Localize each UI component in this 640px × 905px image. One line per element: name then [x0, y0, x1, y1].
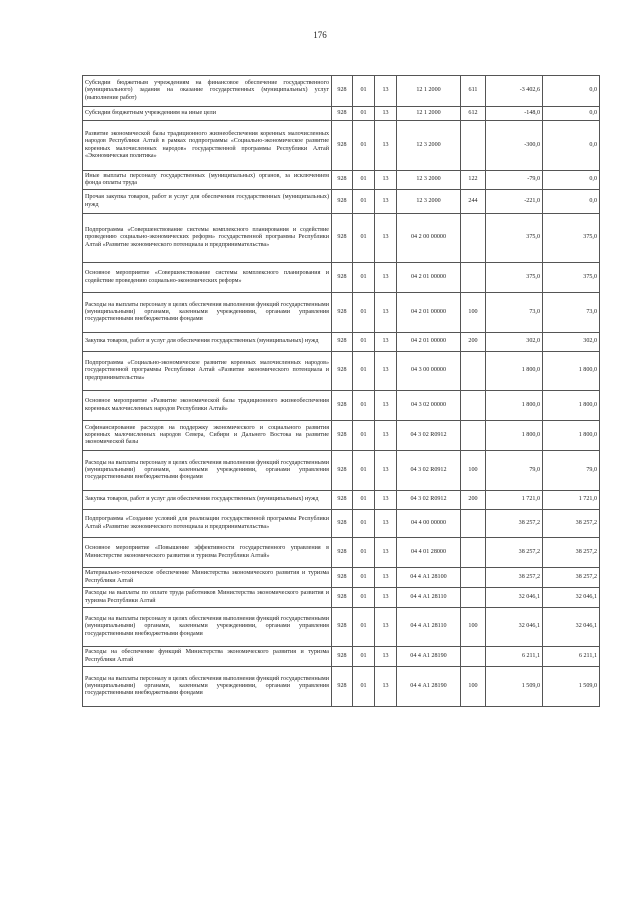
- amount-first: 1 800,0: [486, 352, 543, 391]
- admin-code: 928: [332, 510, 353, 538]
- subsection-code: 13: [375, 263, 397, 293]
- subsection-code: 13: [375, 588, 397, 608]
- row-name: Закупка товаров, работ и услуг для обеспечения государственных (муниципальных) нужд: [83, 333, 332, 352]
- amount-first: 1 721,0: [486, 491, 543, 510]
- admin-code: 928: [332, 421, 353, 451]
- admin-code: 928: [332, 190, 353, 214]
- table-row: [83, 647, 600, 667]
- budget-table-body: [83, 76, 600, 707]
- section-code: 01: [353, 491, 375, 510]
- amount-first: -300,0: [486, 121, 543, 171]
- section-code: 01: [353, 510, 375, 538]
- expense-type-code: [461, 263, 486, 293]
- target-article-code: 04 3 02 R0912: [397, 421, 461, 451]
- row-name: Основное мероприятие «Повышение эффективности государственного управления в Министерстве экономического развития и туризма Республики Алтай»: [83, 538, 332, 568]
- admin-code: 928: [332, 391, 353, 421]
- table-row: [83, 293, 600, 333]
- table-row: [83, 568, 600, 588]
- table-row: [83, 667, 600, 707]
- section-code: 01: [353, 214, 375, 263]
- expense-type-code: 244: [461, 190, 486, 214]
- target-article-code: 04 4 А1 28110: [397, 588, 461, 608]
- section-code: 01: [353, 107, 375, 121]
- target-article-code: 12 1 2000: [397, 107, 461, 121]
- section-code: 01: [353, 171, 375, 190]
- subsection-code: 13: [375, 107, 397, 121]
- admin-code: 928: [332, 333, 353, 352]
- row-name: Субсидии бюджетным учреждениям на иные цели: [83, 107, 332, 121]
- section-code: 01: [353, 263, 375, 293]
- target-article-code: 04 3 02 R0912: [397, 491, 461, 510]
- target-article-code: 04 4 А1 28190: [397, 667, 461, 707]
- target-article-code: 04 4 А1 28110: [397, 608, 461, 647]
- row-name: Основное мероприятие «Совершенствование системы комплексного планирования и содействие проведению социально-экономических реформ»: [83, 263, 332, 293]
- table-row: [83, 538, 600, 568]
- row-name: Расходы на выплаты персоналу в целях обеспечения выполнения функций государственными (муниципальными) органами, казенными учреждениями, органами управления государственными внебюджетными фондами: [83, 293, 332, 333]
- subsection-code: 13: [375, 647, 397, 667]
- expense-type-code: [461, 121, 486, 171]
- expense-type-code: [461, 588, 486, 608]
- subsection-code: 13: [375, 421, 397, 451]
- table-row: [83, 263, 600, 293]
- row-name: Расходы на выплаты персоналу в целях обеспечения выполнения функций государственными (муниципальными) органами, казенными учреждениями, органами управления государственными внебюджетными фондами: [83, 608, 332, 647]
- admin-code: 928: [332, 667, 353, 707]
- subsection-code: 13: [375, 510, 397, 538]
- section-code: 01: [353, 333, 375, 352]
- subsection-code: 13: [375, 121, 397, 171]
- admin-code: 928: [332, 647, 353, 667]
- amount-first: 1 509,0: [486, 667, 543, 707]
- expense-type-code: 122: [461, 171, 486, 190]
- section-code: 01: [353, 352, 375, 391]
- budget-table: [82, 75, 600, 707]
- target-article-code: 04 4 00 00000: [397, 510, 461, 538]
- amount-first: -3 402,6: [486, 76, 543, 107]
- target-article-code: 12 1 2000: [397, 76, 461, 107]
- amount-second: 1 800,0: [543, 421, 600, 451]
- table-row: [83, 451, 600, 491]
- row-name: Софинансирование расходов на поддержку экономического и социального развития коренных малочисленных народов Севера, Сибири и Дальнего Востока на развитие экономической базы: [83, 421, 332, 451]
- admin-code: 928: [332, 608, 353, 647]
- subsection-code: 13: [375, 171, 397, 190]
- target-article-code: 04 4 А1 28190: [397, 647, 461, 667]
- target-article-code: 04 2 01 00000: [397, 333, 461, 352]
- amount-first: 302,0: [486, 333, 543, 352]
- admin-code: 928: [332, 76, 353, 107]
- row-name: Подпрограмма «Социально-экономическое развитие коренных малочисленных народов» государственной программы Республики Алтай «Развитие экономического потенциала и предпринимательства»: [83, 352, 332, 391]
- row-name: Иные выплаты персоналу государственных (муниципальных) органов, за исключением фонда оплаты труда: [83, 171, 332, 190]
- row-name: Расходы на выплаты по оплате труда работников Министерства экономического развития и туризма Республики Алтай: [83, 588, 332, 608]
- admin-code: 928: [332, 263, 353, 293]
- admin-code: 928: [332, 214, 353, 263]
- amount-first: -79,0: [486, 171, 543, 190]
- admin-code: 928: [332, 588, 353, 608]
- subsection-code: 13: [375, 293, 397, 333]
- amount-first: 38 257,2: [486, 568, 543, 588]
- subsection-code: 13: [375, 391, 397, 421]
- admin-code: 928: [332, 352, 353, 391]
- table-row: [83, 352, 600, 391]
- expense-type-code: [461, 421, 486, 451]
- table-row: [83, 588, 600, 608]
- amount-second: 0,0: [543, 190, 600, 214]
- target-article-code: 12 3 2000: [397, 190, 461, 214]
- section-code: 01: [353, 121, 375, 171]
- row-name: Материально-техническое обеспечение Министерства экономического развития и туризма Республики Алтай: [83, 568, 332, 588]
- table-row: [83, 171, 600, 190]
- amount-second: 73,0: [543, 293, 600, 333]
- amount-second: 38 257,2: [543, 510, 600, 538]
- admin-code: 928: [332, 491, 353, 510]
- admin-code: 928: [332, 107, 353, 121]
- amount-first: 32 046,1: [486, 588, 543, 608]
- table-row: [83, 107, 600, 121]
- expense-type-code: [461, 647, 486, 667]
- amount-second: 302,0: [543, 333, 600, 352]
- expense-type-code: [461, 391, 486, 421]
- admin-code: 928: [332, 451, 353, 491]
- amount-second: 79,0: [543, 451, 600, 491]
- subsection-code: 13: [375, 451, 397, 491]
- amount-second: 375,0: [543, 214, 600, 263]
- row-name: Расходы на обеспечение функций Министерства экономического развития и туризма Республики Алтай: [83, 647, 332, 667]
- subsection-code: 13: [375, 608, 397, 647]
- table-row: [83, 76, 600, 107]
- section-code: 01: [353, 293, 375, 333]
- amount-second: 6 211,1: [543, 647, 600, 667]
- subsection-code: 13: [375, 214, 397, 263]
- table-row: [83, 214, 600, 263]
- row-name: Закупка товаров, работ и услуг для обеспечения государственных (муниципальных) нужд: [83, 491, 332, 510]
- expense-type-code: 100: [461, 451, 486, 491]
- target-article-code: 12 3 2000: [397, 121, 461, 171]
- subsection-code: 13: [375, 568, 397, 588]
- amount-first: 38 257,2: [486, 510, 543, 538]
- admin-code: 928: [332, 538, 353, 568]
- amount-first: 32 046,1: [486, 608, 543, 647]
- section-code: 01: [353, 421, 375, 451]
- subsection-code: 13: [375, 190, 397, 214]
- subsection-code: 13: [375, 491, 397, 510]
- expense-type-code: 100: [461, 608, 486, 647]
- section-code: 01: [353, 391, 375, 421]
- subsection-code: 13: [375, 352, 397, 391]
- row-name: Основное мероприятие «Развитие экономической базы традиционного жизнеобеспечения коренных малочисленных народов Республики Алтай»: [83, 391, 332, 421]
- amount-first: 375,0: [486, 263, 543, 293]
- amount-second: 1 509,0: [543, 667, 600, 707]
- amount-second: 32 046,1: [543, 588, 600, 608]
- section-code: 01: [353, 608, 375, 647]
- admin-code: 928: [332, 293, 353, 333]
- section-code: 01: [353, 76, 375, 107]
- amount-second: 1 800,0: [543, 352, 600, 391]
- amount-second: 0,0: [543, 76, 600, 107]
- table-row: [83, 608, 600, 647]
- target-article-code: 04 2 01 00000: [397, 263, 461, 293]
- expense-type-code: 200: [461, 333, 486, 352]
- amount-second: 38 257,2: [543, 538, 600, 568]
- amount-second: 1 800,0: [543, 391, 600, 421]
- section-code: 01: [353, 667, 375, 707]
- expense-type-code: 100: [461, 667, 486, 707]
- amount-second: 375,0: [543, 263, 600, 293]
- amount-first: 1 800,0: [486, 391, 543, 421]
- row-name: Расходы на выплаты персоналу в целях обеспечения выполнения функций государственными (муниципальными) органами, казенными учреждениями, органами управления государственными внебюджетными фондами: [83, 451, 332, 491]
- expense-type-code: [461, 568, 486, 588]
- table-row: [83, 190, 600, 214]
- target-article-code: 04 3 02 R0912: [397, 451, 461, 491]
- table-row: [83, 491, 600, 510]
- amount-first: 38 257,2: [486, 538, 543, 568]
- table-row: [83, 421, 600, 451]
- target-article-code: 04 3 00 00000: [397, 352, 461, 391]
- table-row: [83, 333, 600, 352]
- expense-type-code: [461, 214, 486, 263]
- target-article-code: 04 3 02 00000: [397, 391, 461, 421]
- expense-type-code: [461, 510, 486, 538]
- amount-first: -221,0: [486, 190, 543, 214]
- expense-type-code: [461, 538, 486, 568]
- subsection-code: 13: [375, 667, 397, 707]
- section-code: 01: [353, 190, 375, 214]
- expense-type-code: 100: [461, 293, 486, 333]
- amount-first: 375,0: [486, 214, 543, 263]
- amount-second: 0,0: [543, 171, 600, 190]
- table-row: [83, 121, 600, 171]
- expense-type-code: 612: [461, 107, 486, 121]
- section-code: 01: [353, 538, 375, 568]
- row-name: Расходы на выплаты персоналу в целях обеспечения выполнения функций государственными (муниципальными) органами, казенными учреждениями, органами управления государственными внебюджетными фондами: [83, 667, 332, 707]
- row-name: Подпрограмма «Совершенствование системы комплексного планирования и содействие проведению социально-экономических реформ» государственной программы Республики Алтай «Развитие экономического потенциала и предпринимательства»: [83, 214, 332, 263]
- row-name: Развитие экономической базы традиционного жизнеобеспечения коренных малочисленных народов Республики Алтай в рамках подпрограммы «Социально-экономическое развитие коренных малочисленных народов» государственной программы Республики Алтай «Экономическая политика»: [83, 121, 332, 171]
- amount-second: 1 721,0: [543, 491, 600, 510]
- amount-first: 1 800,0: [486, 421, 543, 451]
- section-code: 01: [353, 568, 375, 588]
- subsection-code: 13: [375, 76, 397, 107]
- subsection-code: 13: [375, 333, 397, 352]
- row-name: Прочая закупка товаров, работ и услуг для обеспечения государственных (муниципальных) нужд: [83, 190, 332, 214]
- admin-code: 928: [332, 568, 353, 588]
- expense-type-code: [461, 352, 486, 391]
- amount-second: 0,0: [543, 121, 600, 171]
- amount-first: 79,0: [486, 451, 543, 491]
- admin-code: 928: [332, 121, 353, 171]
- section-code: 01: [353, 588, 375, 608]
- row-name: Подпрограмма «Создание условий для реализации государственной программы Республики Алтай «Развитие экономического потенциала и предпринимательства»: [83, 510, 332, 538]
- amount-second: 32 046,1: [543, 608, 600, 647]
- row-name: Субсидии бюджетным учреждениям на финансовое обеспечение государственного (муниципального) задания на оказание государственных (муниципальных) услуг (выполнение работ): [83, 76, 332, 107]
- target-article-code: 04 4 01 28000: [397, 538, 461, 568]
- subsection-code: 13: [375, 538, 397, 568]
- amount-second: 38 257,2: [543, 568, 600, 588]
- table-row: [83, 510, 600, 538]
- section-code: 01: [353, 451, 375, 491]
- admin-code: 928: [332, 171, 353, 190]
- section-code: 01: [353, 647, 375, 667]
- target-article-code: 04 4 А1 28100: [397, 568, 461, 588]
- target-article-code: 04 2 00 00000: [397, 214, 461, 263]
- target-article-code: 04 2 01 00000: [397, 293, 461, 333]
- amount-first: 73,0: [486, 293, 543, 333]
- target-article-code: 12 3 2000: [397, 171, 461, 190]
- expense-type-code: 200: [461, 491, 486, 510]
- expense-type-code: 611: [461, 76, 486, 107]
- amount-first: -148,0: [486, 107, 543, 121]
- amount-second: 0,0: [543, 107, 600, 121]
- page-number: 176: [313, 30, 327, 40]
- amount-first: 6 211,1: [486, 647, 543, 667]
- table-row: [83, 391, 600, 421]
